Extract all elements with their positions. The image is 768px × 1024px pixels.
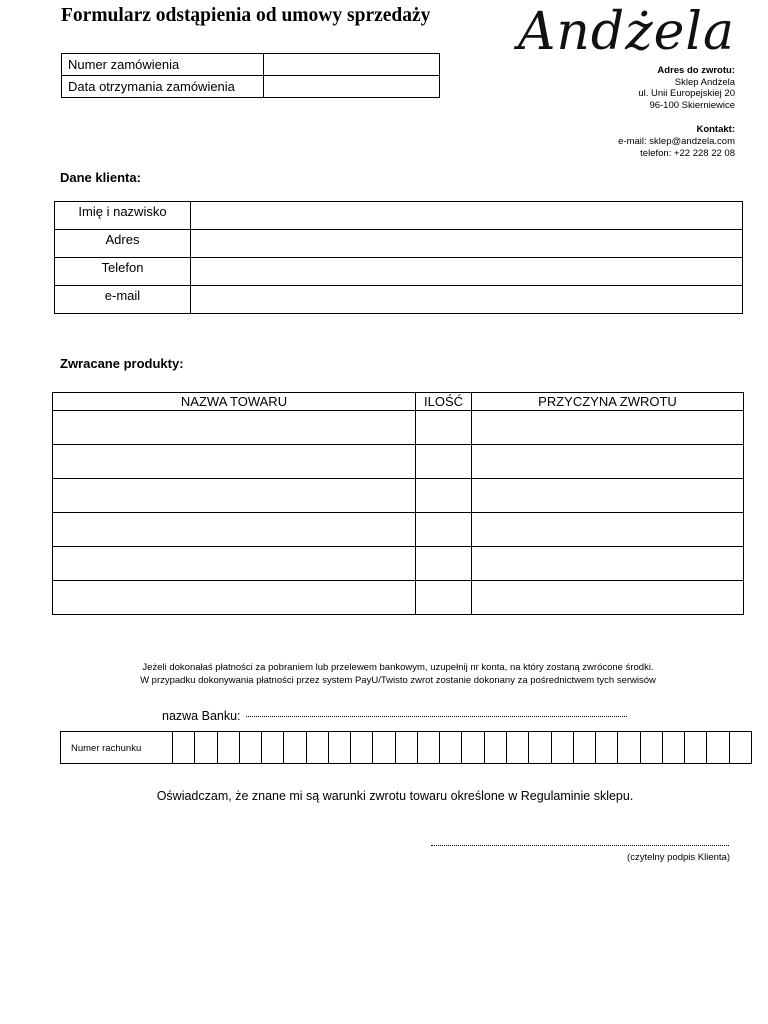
account-digit-box[interactable]	[706, 732, 728, 763]
account-number-box	[60, 731, 752, 764]
payment-info-line: W przypadku dokonywania płatności przez system PayU/Twisto zwrot zostanie dokonany za pośrednictwem tych serwisów	[140, 675, 656, 686]
products-header-row	[53, 393, 744, 411]
account-digit-box[interactable]	[283, 732, 305, 763]
table-row	[53, 479, 744, 513]
account-number-digits	[172, 732, 751, 763]
client-row	[55, 230, 743, 258]
client-address-field[interactable]	[191, 230, 743, 258]
account-digit-box[interactable]	[172, 732, 194, 763]
table-row	[53, 445, 744, 479]
order-date-label: Data otrzymania zamówienia	[62, 76, 264, 98]
column-header-product-name: NAZWA TOWARU	[53, 393, 416, 411]
column-header-return-reason: PRZYCZYNA ZWROTU	[472, 393, 744, 411]
return-address-line: 96-100 Skierniewice	[649, 99, 735, 111]
order-date-field[interactable]	[264, 76, 440, 98]
client-phone-field[interactable]	[191, 258, 743, 286]
quantity-cell[interactable]	[416, 581, 472, 615]
order-info-table	[61, 53, 440, 98]
account-digit-box[interactable]	[194, 732, 216, 763]
account-digit-box[interactable]	[506, 732, 528, 763]
product-name-cell[interactable]	[53, 411, 416, 445]
contact-heading: Kontakt:	[696, 124, 735, 135]
table-row	[53, 547, 744, 581]
return-reason-cell[interactable]	[472, 445, 744, 479]
client-heading: Dane klienta:	[60, 170, 141, 185]
table-row	[53, 513, 744, 547]
declaration-text: Oświadczam, że znane mi są warunki zwrotu towaru określone w Regulaminie sklepu.	[156, 789, 634, 803]
products-heading: Zwracane produkty:	[60, 356, 184, 371]
account-number-label: Numer rachunku	[71, 743, 142, 754]
column-header-quantity: ILOŚĆ	[416, 393, 472, 411]
order-number-field[interactable]	[264, 54, 440, 76]
account-digit-box[interactable]	[439, 732, 461, 763]
account-digit-box[interactable]	[306, 732, 328, 763]
return-reason-cell[interactable]	[472, 513, 744, 547]
quantity-cell[interactable]	[416, 513, 472, 547]
account-digit-box[interactable]	[350, 732, 372, 763]
return-reason-cell[interactable]	[472, 479, 744, 513]
contact-email: e-mail: sklep@andzela.com	[618, 136, 735, 147]
payment-info-line: Jeżeli dokonałaś płatności za pobraniem lub przelewem bankowym, uzupełnij nr konta, na który zostaną zwrócone środki.	[142, 662, 654, 673]
return-address-line: ul. Unii Europejskiej 20	[638, 88, 735, 99]
account-digit-box[interactable]	[729, 732, 751, 763]
account-digit-box[interactable]	[417, 732, 439, 763]
account-digit-box[interactable]	[528, 732, 550, 763]
client-row	[55, 202, 743, 230]
client-name-label: Imię i nazwisko	[55, 202, 191, 230]
table-row	[53, 411, 744, 445]
product-name-cell[interactable]	[53, 581, 416, 615]
account-digit-box[interactable]	[640, 732, 662, 763]
account-digit-box[interactable]	[261, 732, 283, 763]
account-digit-box[interactable]	[551, 732, 573, 763]
account-digit-box[interactable]	[328, 732, 350, 763]
client-email-field[interactable]	[191, 286, 743, 314]
client-name-field[interactable]	[191, 202, 743, 230]
account-digit-box[interactable]	[617, 732, 639, 763]
order-number-label: Numer zamówienia	[62, 54, 264, 76]
client-row	[55, 286, 743, 314]
quantity-cell[interactable]	[416, 411, 472, 445]
account-digit-box[interactable]	[684, 732, 706, 763]
form-title: Formularz odstąpienia od umowy sprzedaży	[61, 5, 431, 26]
account-digit-box[interactable]	[239, 732, 261, 763]
bank-name-field[interactable]	[246, 716, 627, 717]
shop-contact	[618, 124, 735, 160]
order-row-date	[62, 76, 440, 98]
client-phone-label: Telefon	[55, 258, 191, 286]
return-reason-cell[interactable]	[472, 411, 744, 445]
client-email-label: e-mail	[55, 286, 191, 314]
account-digit-box[interactable]	[573, 732, 595, 763]
quantity-cell[interactable]	[416, 547, 472, 581]
account-digit-box[interactable]	[217, 732, 239, 763]
product-name-cell[interactable]	[53, 445, 416, 479]
product-name-cell[interactable]	[53, 513, 416, 547]
return-reason-cell[interactable]	[472, 581, 744, 615]
shop-logo: Andżela	[517, 2, 735, 62]
signature-label: (czytelny podpis Klienta)	[627, 852, 730, 863]
payment-info	[0, 661, 768, 687]
return-reason-cell[interactable]	[472, 547, 744, 581]
return-address-line: Sklep Andżela	[674, 76, 735, 88]
return-address-heading: Adres do zwrotu:	[657, 65, 735, 76]
order-row-number	[62, 54, 440, 76]
returned-products-table	[52, 392, 744, 615]
client-data-table	[54, 201, 743, 314]
account-digit-box[interactable]	[461, 732, 483, 763]
account-digit-box[interactable]	[372, 732, 394, 763]
client-row	[55, 258, 743, 286]
table-row	[53, 581, 744, 615]
contact-phone: telefon: +22 228 22 08	[640, 148, 735, 159]
account-digit-box[interactable]	[662, 732, 684, 763]
account-digit-box[interactable]	[395, 732, 417, 763]
product-name-cell[interactable]	[53, 547, 416, 581]
account-digit-box[interactable]	[595, 732, 617, 763]
return-address	[638, 65, 735, 111]
signature-field[interactable]	[431, 845, 729, 846]
quantity-cell[interactable]	[416, 479, 472, 513]
product-name-cell[interactable]	[53, 479, 416, 513]
account-digit-box[interactable]	[484, 732, 506, 763]
bank-name-label: nazwa Banku:	[162, 709, 241, 723]
client-address-label: Adres	[55, 230, 191, 258]
quantity-cell[interactable]	[416, 445, 472, 479]
